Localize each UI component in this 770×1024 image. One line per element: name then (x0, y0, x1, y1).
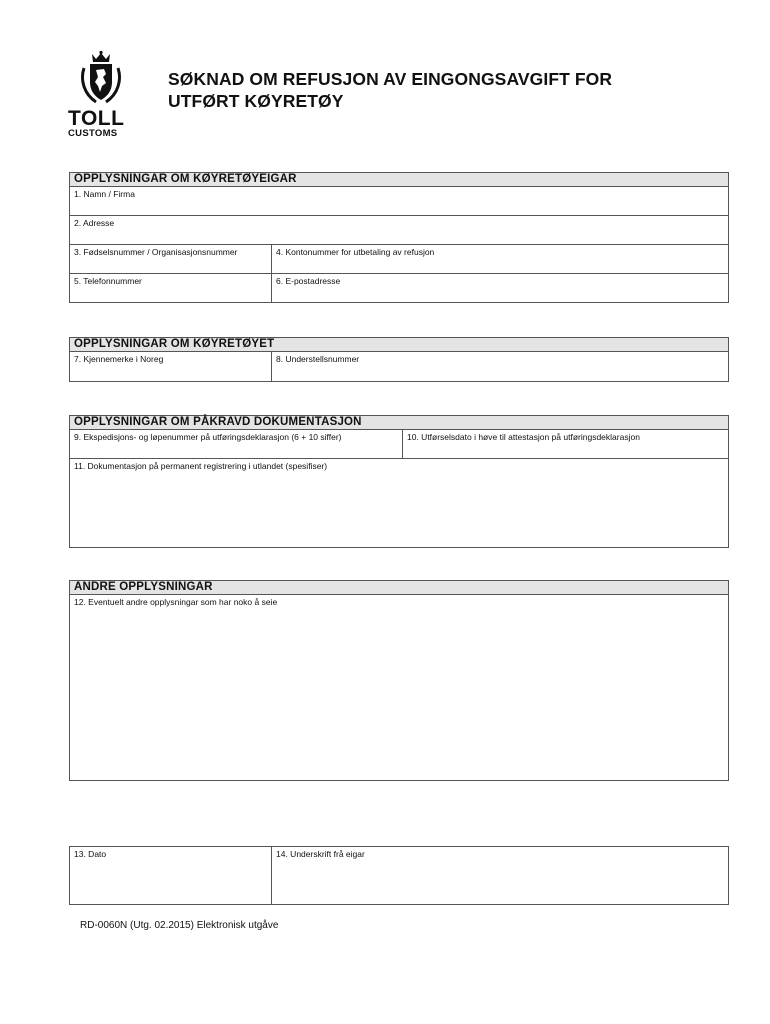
chassis-number-field[interactable]: 8. Understellsnummer (271, 352, 728, 381)
logo-toll-text: TOLL (68, 107, 125, 130)
page-title (168, 68, 612, 112)
form-footer: RD-0060N (Utg. 02.2015) Elektronisk utgåve (80, 920, 279, 931)
section-heading: OPPLYSNINGAR OM PÅKRAVD DOKUMENTASJON (70, 416, 728, 430)
section-other-info (69, 580, 729, 781)
name-field[interactable]: 1. Namn / Firma (74, 189, 135, 199)
date-field[interactable]: 13. Dato (74, 849, 107, 859)
address-field[interactable]: 2. Adresse (74, 218, 115, 228)
registration-abroad-field[interactable]: 11. Dokumentasjon på permanent registrering i utlandet (spesifiser) (74, 461, 328, 471)
title-line-2: UTFØRT KØYRETØY (168, 91, 344, 111)
section-heading: OPPLYSNINGAR OM KØYRETØYET (70, 338, 728, 352)
other-info-field[interactable]: 12. Eventuelt andre opplysningar som har noko å seie (74, 597, 278, 607)
owner-signature-field[interactable]: 14. Underskrift frå eigar (271, 847, 728, 904)
phone-field[interactable]: 5. Telefonnummer (74, 276, 142, 286)
logo-customs-text: CUSTOMS (68, 128, 118, 139)
registration-plate-field[interactable]: 7. Kjennemerke i Noreg (74, 354, 164, 364)
crown-shield-icon (78, 50, 124, 106)
declaration-number-field[interactable]: 9. Ekspedisjons- og løpenummer på utføringsdeklarasjon (6 + 10 siffer) (74, 432, 342, 442)
section-owner-info (69, 172, 729, 303)
section-heading: ANDRE OPPLYSNINGAR (70, 581, 728, 595)
section-documentation (69, 415, 729, 548)
id-number-field[interactable]: 3. Fødselsnummer / Organisasjonsnummer (74, 247, 238, 257)
email-field[interactable]: 6. E-postadresse (271, 274, 728, 302)
section-heading: OPPLYSNINGAR OM KØYRETØYEIGAR (70, 173, 728, 187)
section-signature (69, 846, 729, 905)
toll-customs-logo (68, 50, 134, 139)
title-line-1: SØKNAD OM REFUSJON AV EINGONGSAVGIFT FOR (168, 69, 613, 89)
section-vehicle-info (69, 337, 729, 382)
account-number-field[interactable]: 4. Kontonummer for utbetaling av refusjon (271, 245, 728, 273)
export-date-field[interactable]: 10. Utførselsdato i høve til attestasjon på utføringsdeklarasjon (402, 430, 728, 458)
